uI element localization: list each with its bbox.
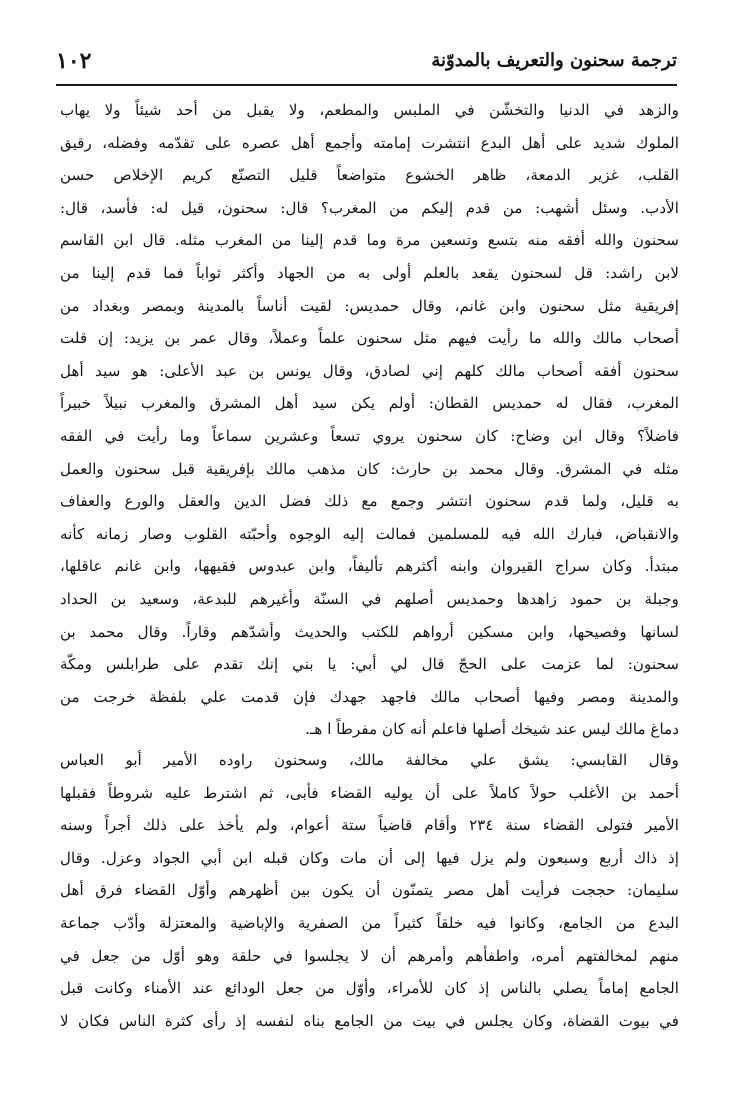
text-line: الأدب. وسئل أشهب: من قدم إليكم من المغرب؟ قال: سحنون، قيل له: فأسد، قال: <box>60 198 679 217</box>
text-line: سحنون أفقه أصحاب مالك كلهم إني لصادق، وقال يونس بن عبد الأعلى: هو سيد أهل <box>60 361 679 380</box>
text-line: لابن راشد: قل لسحنون يقعد بالعلم أولى به من الجهاد وأكثر ثواباً فما قدم إلينا من <box>60 263 679 282</box>
text-line: دماغ مالك ليس عند شيخك أصلها فاعلم أنه كان مفرطاً ا هـ. <box>305 720 679 739</box>
text-line: مبتدأ. وكان سراج القيروان وابنه أكثرهم تأليفاً، وابن عبدوس فقيهها، وابن غانم عاقلها، <box>60 557 679 576</box>
text-line: الجامع إماماً يصلي بالناس إذ كان للأمراء، وأوّل من جعل الودائع عند الأمناء وكانت قبل <box>60 979 679 998</box>
text-line: سحنون: لما عزمت على الحجّ قال لي أبي: يا بني إنك تقدم على طرابلس ومكّة <box>60 655 679 674</box>
text-line: أحمد بن الأغلب حولاً كاملاً على أن يوليه القضاء فأبى، ثم اشترط عليه شروطاً فقبلها <box>60 783 679 802</box>
text-line: في بيوت القضاة، وكان يجلس في بيت من الجامع بناه لنفسه إذ رأى كثرة الناس فكان لا <box>60 1011 679 1030</box>
text-line: مثله في المشرق. وقال محمد بن حارث: كان مذهب مالك بإفريقية قبل سحنون والعمل <box>60 459 679 478</box>
text-line: الأمير فتولى القضاء سنة ٢٣٤ وأقام قاضياً ستة أعوام، ولم يأخذ على ذلك أجراً وسنه <box>60 816 679 835</box>
text-line: وقال القابسي: يشق علي مخالفة مالك، وسحنون راوده الأمير أبو العباس <box>60 751 679 769</box>
text-line: به قليل، ولما قدم سحنون انتشر وجمع مع ذلك فضل الدين والعقل والورع والعفاف <box>60 492 679 511</box>
text-line: القلب، غزير الدمعة، ظاهر الخشوع متواضعاً قليل التصنّع كريم الإخلاص حسن <box>60 166 679 185</box>
running-header-title: ترجمة سحنون والتعريف بالمدوّنة <box>431 50 677 71</box>
text-line: سليمان: حججت فرأيت أهل مصر يتمنّون أن يكون بين أظهرهم وأوّل القضاء فرق أهل <box>60 881 679 900</box>
page-number: ١٠٢ <box>56 48 92 74</box>
running-header <box>56 44 677 86</box>
text-line: إذ ذاك أربع وسبعون ولم يزل فيها إلى أن مات وكان قبله ابن أبي الجواد وعزل. وقال <box>60 848 679 867</box>
text-line: لسانها وفصيحها، وابن مسكين أرواهم للكتب والحديث وأشدّهم وقاراً. وقال محمد بن <box>60 622 679 641</box>
text-line: منهم لمخالفتهم أمره، واطفأهم وأمرهم أن لا يجلسوا في حلقة وهو أوّل من جعل في <box>60 946 679 965</box>
paragraph-2 <box>60 744 679 1037</box>
text-line: أصحاب مالك والله ما رأيت فيهم مثل سحنون علماً وعملاً، وقال عمر بن يزيد: إن قلت <box>60 329 679 348</box>
text-line: والمدينة ومصر وفيها أصحاب مالك فاجهد جهدك فإن قدمت علي بلفظة خرجت من <box>60 687 679 706</box>
text-line: سحنون والله أفقه منه بتسع وتسعين مرة وما قدم إلينا من المغرب مثله. قال ابن القاسم <box>60 231 679 250</box>
text-line: البدع من الجامع، وكانوا فيه خلقاً كثيراً من الصفرية والإباضية والمعتزلة وأدّب جماعة <box>60 913 679 932</box>
text-line: والزهد في الدنيا والتخشّن في الملبس والمطعم، ولا يقبل من أحد شيئاً ولا يهاب <box>60 101 679 119</box>
text-line: المغرب، فقال له حمديس القطان: أولم يكن سيد أهل المشرق والمغرب نبيلاً خبيراً <box>60 394 679 413</box>
text-line: والانقباض، فبارك الله فيه للمسلمين فمالت إليه الوجوه وأحبّته القلوب وصار زمانه كأنه <box>60 524 679 543</box>
text-line: وجبلة بن حمود زاهدها وحمديس أصلهم في السنّة وأغيرهم للبدعة، وسعيد بن الحداد <box>60 589 679 608</box>
text-line: فاضلاً؟ وقال ابن وضاح: كان سحنون يروي تسعاً وعشرين سماعاً وما رأيت في الفقه <box>60 426 679 445</box>
text-line: إفريقية مثل سحنون وابن غانم، وقال حمديس: لقيت أناساً بالمدينة وبمصر وبغداد من <box>60 296 679 315</box>
text-line: الملوك شديد على أهل البدع انتشرت إمامته وأجمع أهل عصره على تقدّمه وفضله، رقيق <box>60 133 679 152</box>
paragraph-1 <box>60 94 679 746</box>
